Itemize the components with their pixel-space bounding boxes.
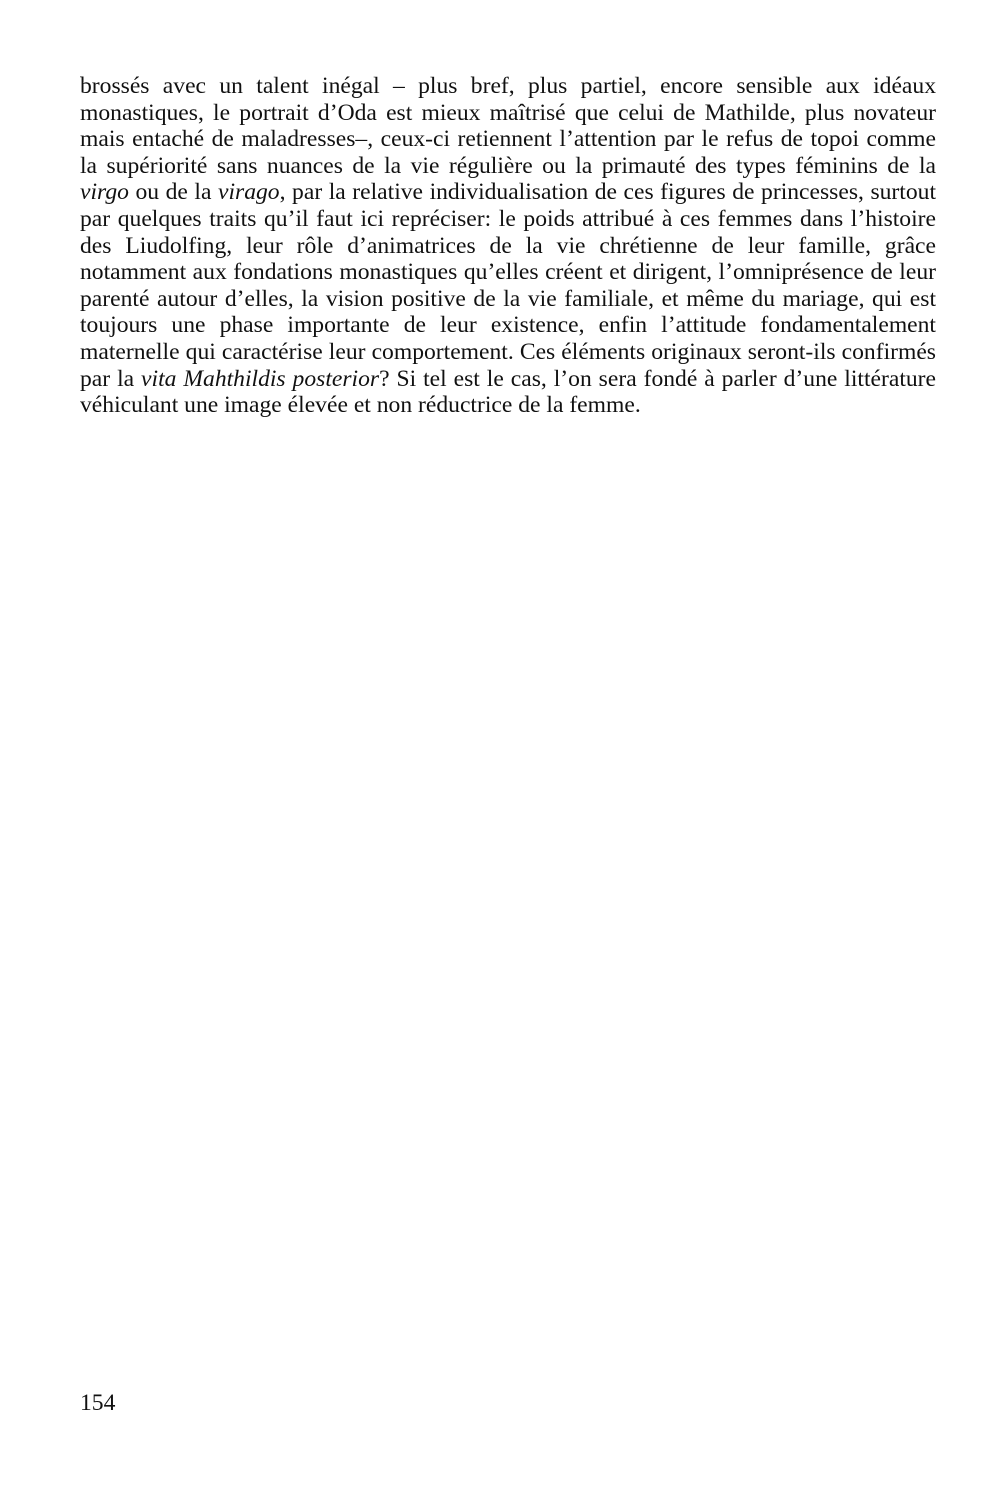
body-paragraph [80,73,936,419]
text-segment: , par la relative individualisation de ces figures de princesses, surtout par quelques traits qu’il faut ici repréciser: le poids attribué à ces femmes dans l’histoire des Liudolfing, leur rôle d’animatrices de la vie chrétienne de leur famille, grâce notamment aux fondations monastiques qu’elles créent et dirigent, l’omniprésence de leur parenté autour d’elles, la vision positive de la vie familiale, et même du mariage, qui est toujours une phase importante de leur existence, enfin l’attitude fondamentalement maternelle qui caractérise leur comportement. Ces éléments originaux seront-ils confirmés par la [80,179,936,392]
italic-term-virago: virago [218,179,280,206]
page-number: 154 [80,1390,116,1416]
text-segment: ou de la [128,179,218,206]
text-segment: ? Si tel est le cas, l’on sera fondé à parler d’une littérature véhiculant une image élevée et non réductrice de la femme. [80,365,937,419]
italic-title-vita: vita Mahthildis posterior [141,365,380,392]
text-segment: brossés avec un talent inégal – plus bref, plus partiel, encore sensible aux idéaux monastiques, le portrait d’Oda est mieux maîtrisé que celui de Mathilde, plus novateur mais entaché de maladresses–, ceux-ci retiennent l’attention par le refus de topoi comme la supériorité sans nuances de la vie régulière ou la primauté des types féminins de la [80,73,936,179]
italic-term-virgo: virgo [80,179,129,206]
